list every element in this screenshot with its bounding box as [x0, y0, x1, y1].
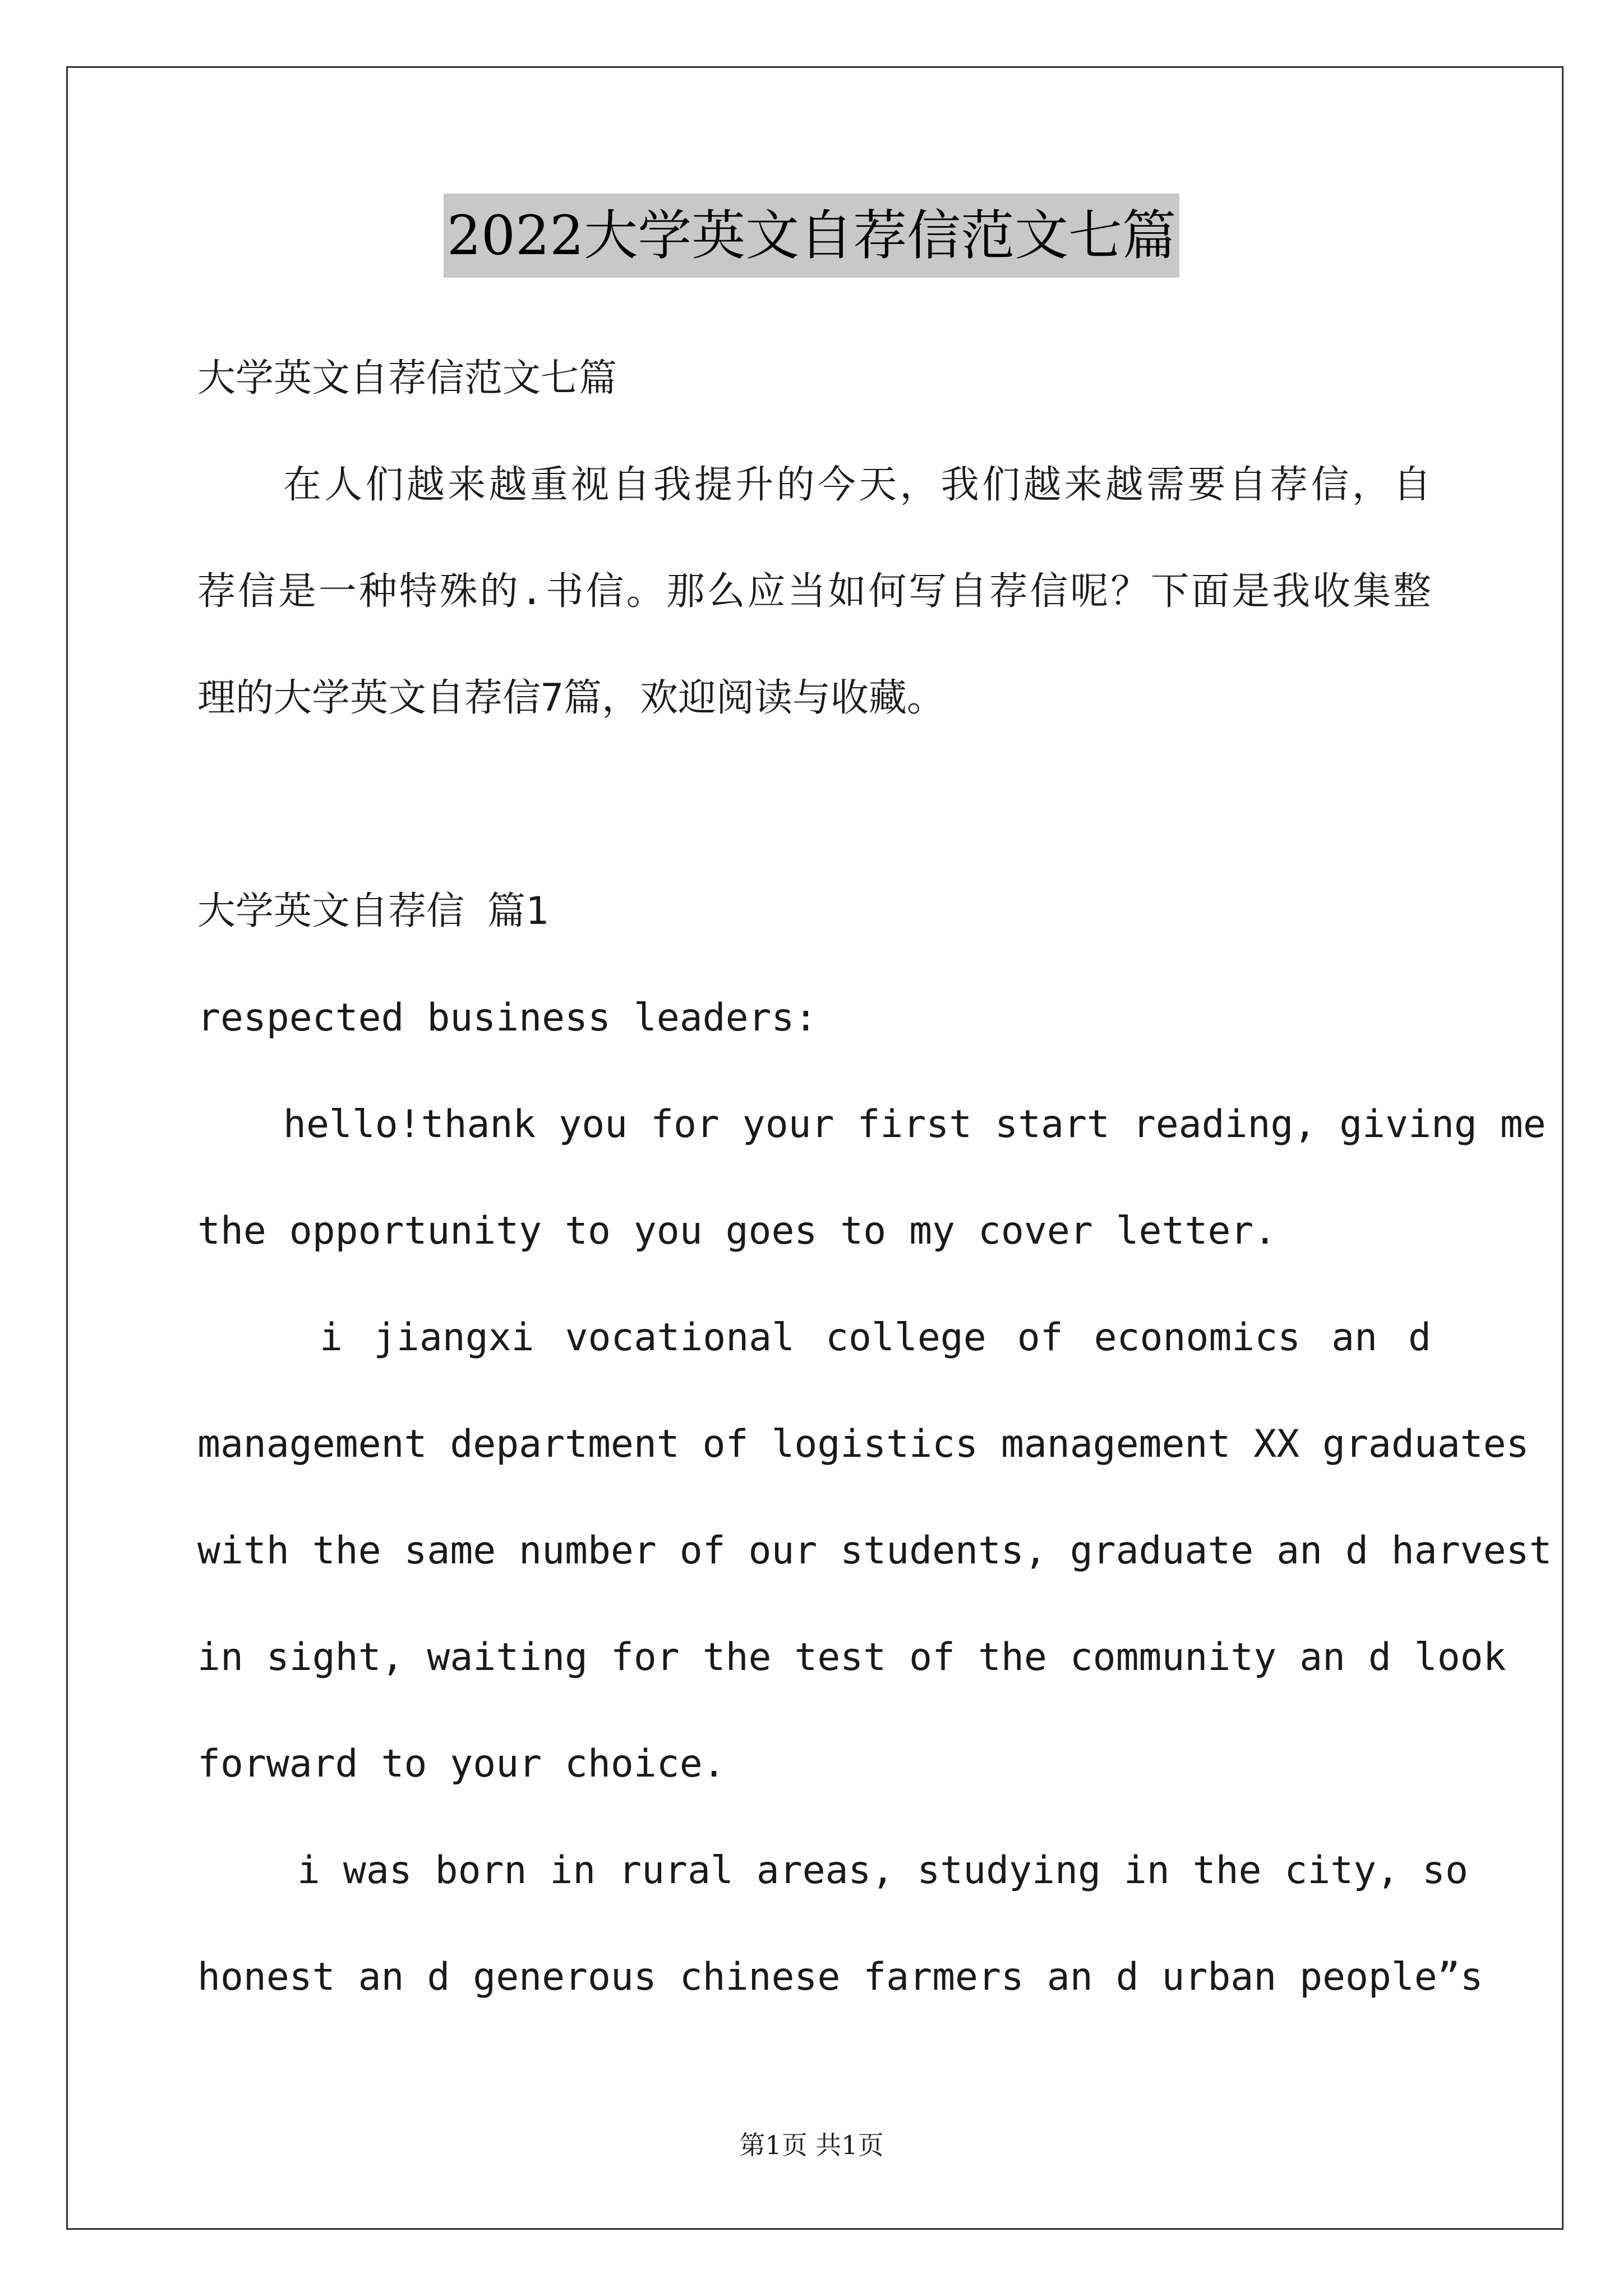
para2-line-5: forward to your choice.: [197, 1742, 726, 1786]
para3-line-2: honest an d generous chinese farmers an d urban people”s: [197, 1955, 1483, 1999]
title-container: [0, 194, 1623, 278]
para2-line-2: management department of logistics management XX graduates: [197, 1422, 1529, 1466]
salutation: respected business leaders:: [197, 996, 818, 1040]
intro-line-2: 荐信是一种特殊的.书信。那么应当如何写自荐信呢？下面是我收集整: [197, 569, 1431, 614]
document-title: 2022大学英文自荐信范文七篇: [444, 194, 1179, 278]
para1-line-1: hello!thank you for your first start reading, giving me: [283, 1102, 1546, 1147]
intro-line-3: 理的大学英文自荐信7篇，欢迎阅读与收藏。: [197, 676, 945, 720]
section-heading: 大学英文自荐信 篇1: [197, 889, 548, 933]
page-footer: 第1页 共1页: [739, 2130, 884, 2160]
para2-line-3: with the same number of our students, graduate an d harvest: [197, 1529, 1552, 1573]
para2-line-4: in sight, waiting for the test of the community an d look: [197, 1635, 1506, 1680]
para2-line-1: i jiangxi vocational college of economics an d: [320, 1315, 1431, 1360]
intro-line-1: 在人们越来越重视自我提升的今天，我们越来越需要自荐信，自: [283, 463, 1431, 507]
para3-line-1: i was born in rural areas, studying in the city, so: [297, 1848, 1468, 1893]
para1-line-2: the opportunity to you goes to my cover letter.: [197, 1209, 1277, 1253]
subtitle: 大学英文自荐信范文七篇: [197, 356, 617, 401]
